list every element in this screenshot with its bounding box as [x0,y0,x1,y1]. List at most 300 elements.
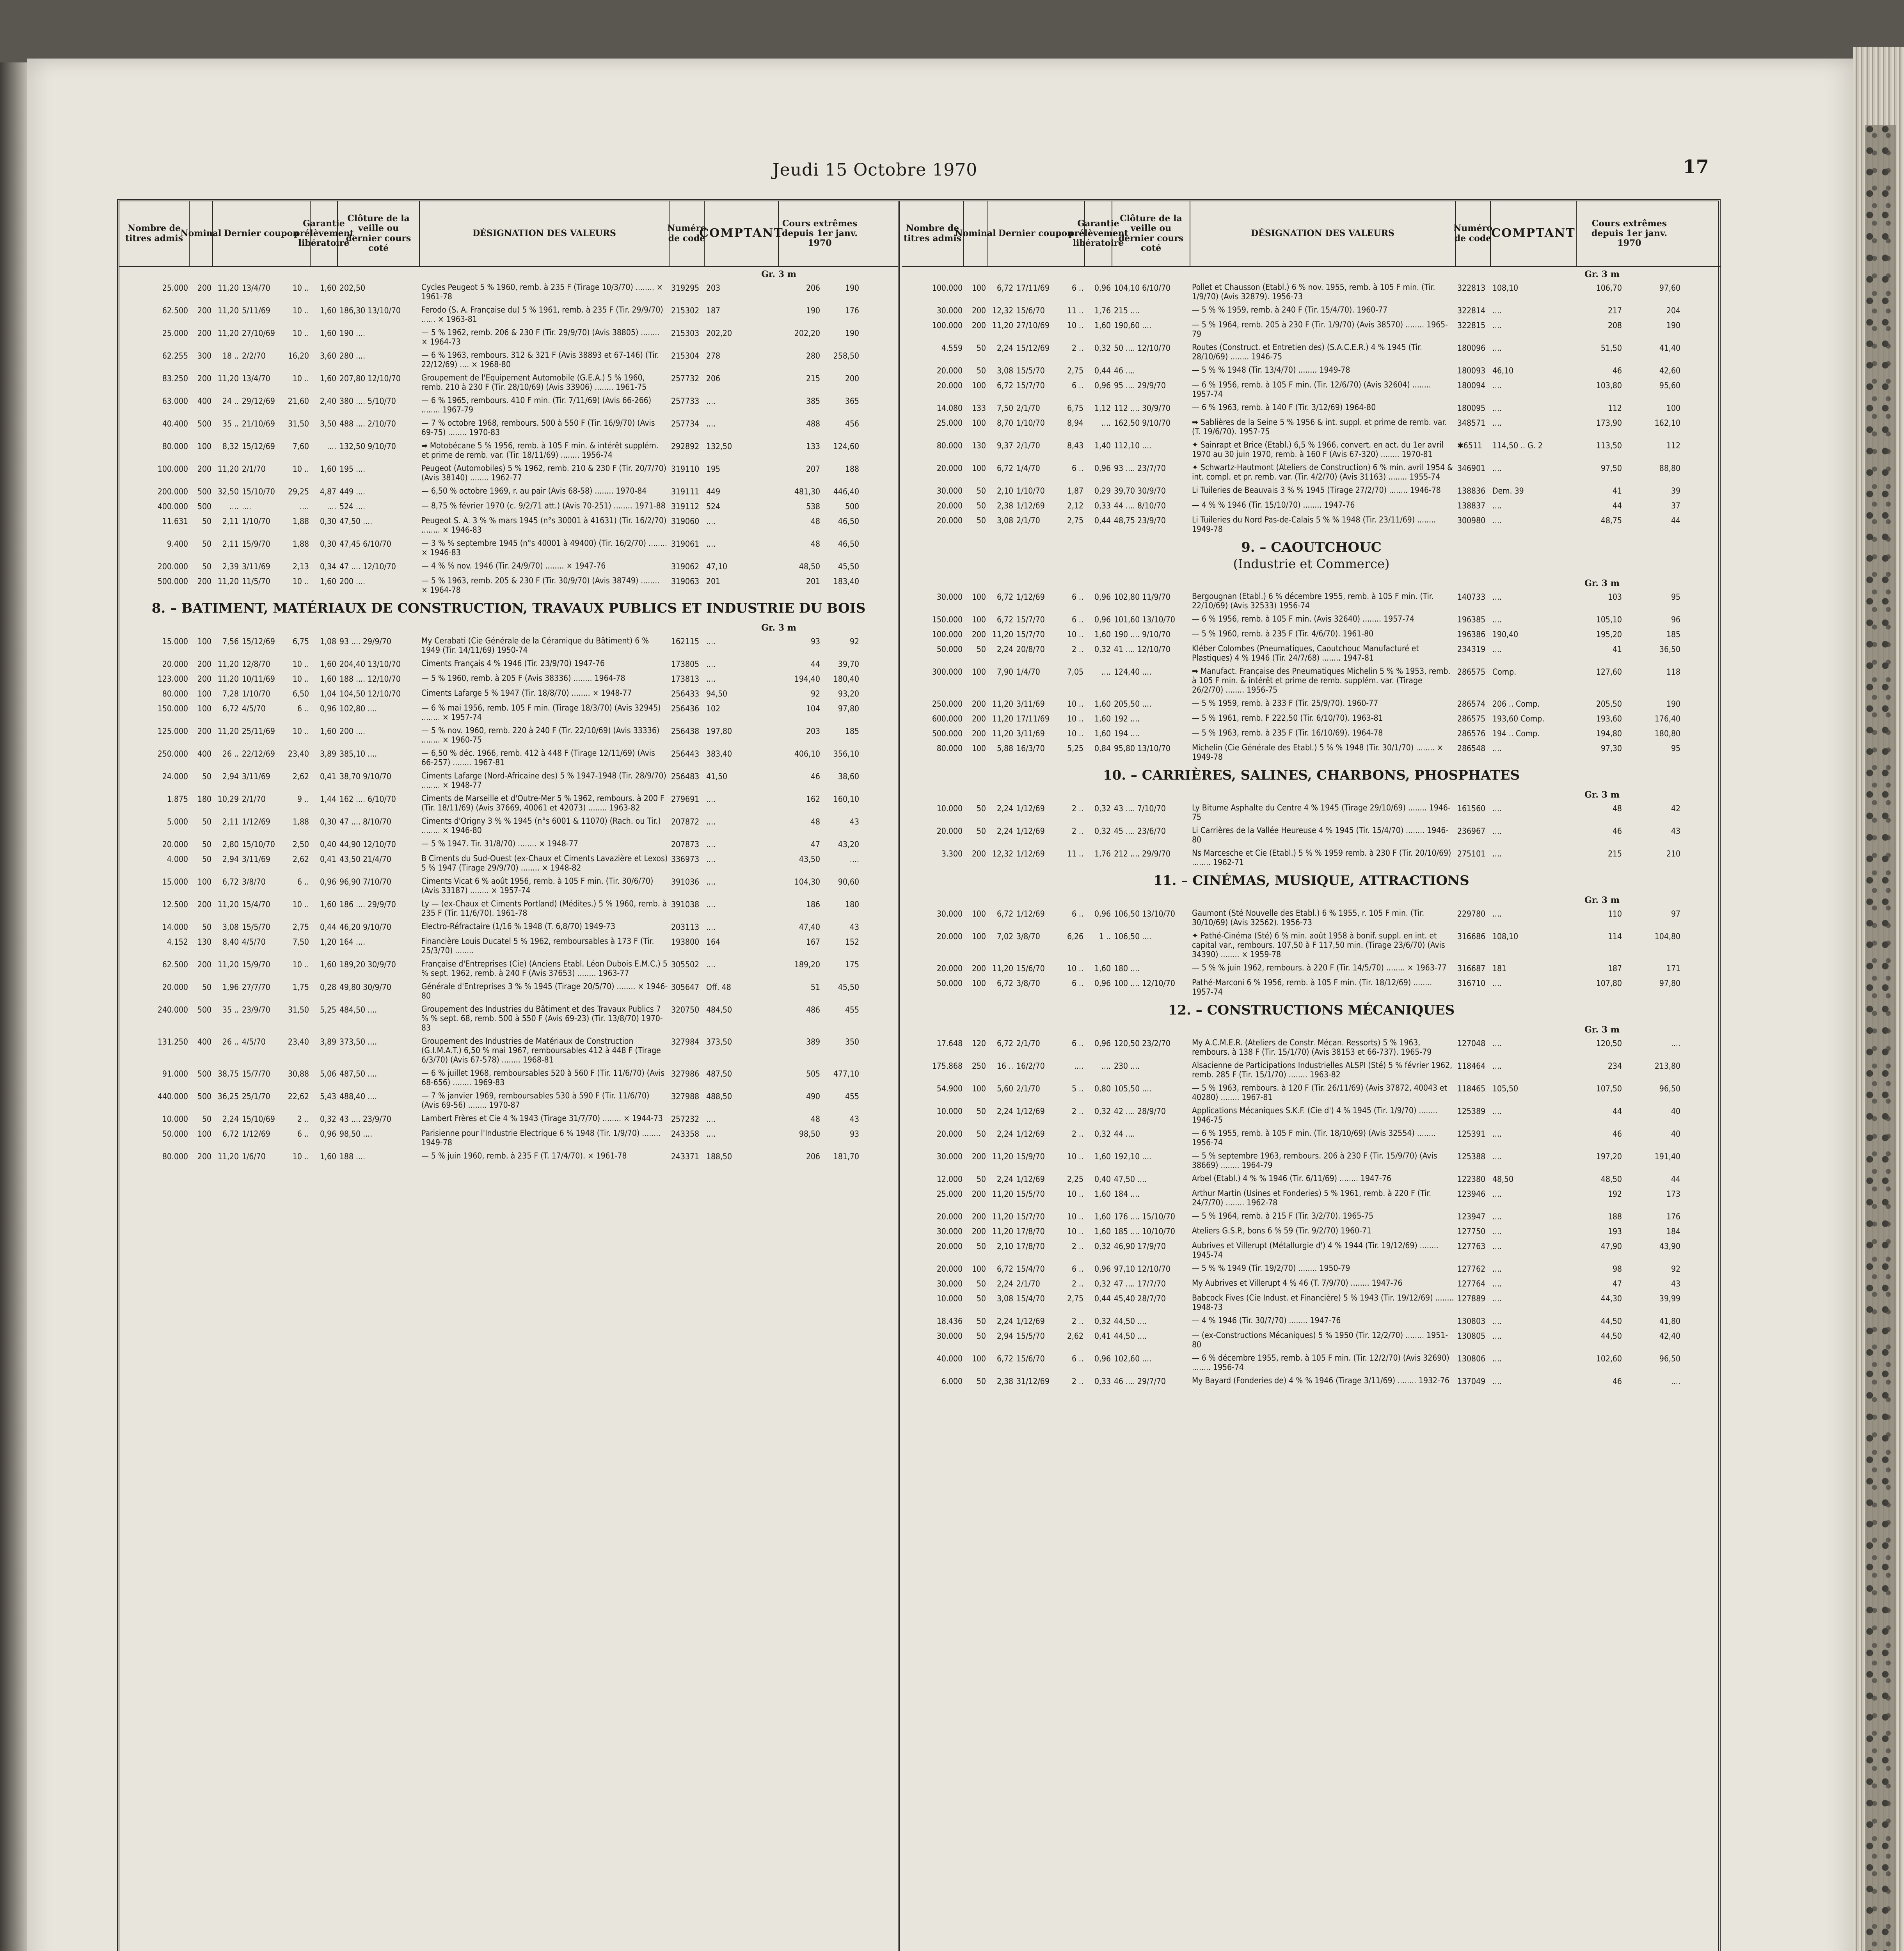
cell-nombre: 440.000 [157,1092,188,1101]
cell-nominal: 500 [197,502,211,511]
cell-date: 15/7/70 [1016,615,1045,624]
cell-plus-bas: 39 [1671,486,1680,496]
cell-nombre: 50.000 [936,979,963,988]
cell-code: 322813 [1457,283,1486,293]
cell-date: 10/11/69 [242,674,275,684]
cell-designation: Peugeot (Automobiles) 5 % 1962, remb. 210 & 230 F (Tir. 20/7/70) (Avis 38140) ........ 1962-77 [421,464,666,482]
cell-code: 305502 [671,960,700,969]
cell-designation: ✦ Pathé-Cinéma (Sté) 6 % min. août 1958 à bonif. suppl. en int. et capital var., rembours. 107,50 à F 117,50 min. (Tirage 23/6/70) (Avis 34390) ........ × 1959-78 [1192,931,1445,959]
cell-nombre: 15.000 [162,637,188,646]
cell-comptant: 47,10 [706,562,728,571]
table-row [119,396,898,414]
cell-code: 123946 [1457,1189,1486,1199]
cell-garantie: 1,12 [1094,403,1111,413]
cell-encaissement: 2,62 [292,855,309,864]
cell-plus-bas: 88,80 [1659,464,1680,473]
table-row [902,403,1721,414]
cell-montant: 11,20 [217,727,239,736]
cell-nombre: 30.000 [936,909,963,919]
page-number: 17 [1683,156,1709,178]
left-page-edge [0,62,27,1951]
cell-comptant: .... [706,922,716,932]
cell-date: 15/12/69 [1016,343,1050,353]
cell-cloture: 164 .... [339,937,366,947]
cell-encaissement: 2 .. [1071,645,1083,654]
cell-encaissement: 10 .. [292,374,309,383]
cell-comptant: 202,20 [706,329,732,338]
table-row [119,418,898,437]
cell-montant: 6,72 [996,592,1013,602]
cell-date: 1/12/69 [1016,849,1045,858]
table-row [902,1263,1721,1274]
table-row [119,538,898,557]
cell-plus-bas: 188 [845,464,859,474]
cell-date: 17/8/70 [1016,1227,1045,1236]
cell-code: 286575 [1457,714,1486,723]
cell-plus-haut: 207 [806,464,820,474]
cell-code: 122380 [1457,1175,1486,1184]
cell-montant: 2,24 [996,645,1013,654]
cell-garantie: 5,43 [320,1092,336,1101]
cell-montant: 11,20 [217,900,239,909]
cell-comptant: 383,40 [706,749,732,759]
table-row [902,320,1721,339]
cell-code: 193800 [671,937,700,947]
cell-code: 207873 [671,840,700,849]
cell-montant: 3,08 [996,366,1013,375]
cell-encaissement: 5 .. [1071,1084,1083,1093]
cell-cloture: 190 .... 9/10/70 [1114,630,1170,639]
cell-garantie: 4,87 [320,487,336,496]
group-label: Gr. 3 m [1584,578,1620,588]
cell-garantie: 0,96 [1094,909,1111,919]
col-coupon: Dernier coupon [213,201,311,266]
cell-garantie: 1,04 [320,689,336,698]
cell-nombre: 25.000 [936,1189,963,1199]
cell-cloture: 42 .... 28/9/70 [1114,1107,1166,1116]
cell-montant: 12,32 [992,849,1013,858]
cell-plus-bas: 97,60 [1659,283,1680,293]
cell-code: 286576 [1457,729,1486,738]
table-row [119,576,898,595]
cell-plus-bas: 43,90 [1659,1242,1680,1251]
cell-garantie: 0,32 [1094,645,1111,654]
cell-nombre: 20.000 [936,964,963,973]
section-12-title: 12. – CONSTRUCTIONS MÉCANIQUES [1168,1002,1455,1018]
cell-plus-bas: 213,80 [1654,1061,1680,1071]
cell-plus-bas: 350 [845,1037,859,1047]
cell-code: 234319 [1457,645,1486,654]
cell-garantie: 0,96 [1094,979,1111,988]
right-rows-a [902,283,1721,534]
table-row [902,978,1721,997]
table-row [119,982,898,1000]
cell-code: 346901 [1457,464,1486,473]
cell-comptant: 188,50 [706,1152,732,1161]
cell-encaissement: 7,50 [292,937,309,947]
cell-plus-haut: 120,50 [1596,1039,1622,1048]
cell-cloture: 449 .... [339,487,366,496]
cell-plus-haut: 48 [810,517,820,526]
cell-code: 256483 [671,772,700,781]
cell-nominal: 100 [197,1129,211,1139]
cell-montant: 7,90 [996,667,1013,677]
cell-encaissement: 1,87 [1067,486,1083,496]
cell-designation: — 5 % % 1949 (Tir. 19/2/70) ........ 1950-79 [1192,1263,1350,1273]
cell-nominal: 100 [972,418,986,428]
cell-montant: 35 .. [222,419,239,428]
cell-montant: 38,75 [217,1069,239,1079]
cell-date: 15/10/69 [242,1114,275,1124]
cell-designation: — 5 % 1963, remb. 205 & 230 F (Tir. 30/9/70) (Avis 38749) ........ × 1964-78 [421,576,660,595]
cell-plus-haut: 112 [1607,403,1622,413]
cell-comptant: .... [706,637,716,646]
cell-plus-haut: 48,75 [1600,516,1622,525]
cell-encaissement: 22,62 [288,1092,309,1101]
cell-plus-haut: 486 [806,1005,820,1015]
cell-nominal: 50 [202,517,211,526]
cell-code: 279691 [671,794,700,804]
table-row [902,698,1721,709]
cell-code: 137049 [1457,1377,1486,1386]
cell-plus-bas: 96,50 [1659,1084,1680,1093]
cell-nombre: 9.400 [167,539,188,549]
group-label: Gr. 3 m [1584,1025,1620,1035]
cell-nombre: 400.000 [157,502,188,511]
table-row [902,1151,1721,1170]
cell-designation: Li Tuileries de Beauvais 3 % % 1945 (Tirage 27/2/70) ........ 1946-78 [1192,485,1441,495]
cell-garantie: 1,60 [1094,699,1111,709]
cell-nominal: 100 [197,704,211,713]
cell-comptant: .... [706,674,716,684]
cell-date: 5/11/69 [242,306,270,315]
section-8-title: 8. – BATIMENT, MATÉRIAUX DE CONSTRUCTION, TRAVAUX PUBLICS ET INDUSTRIE DU BOIS [151,601,866,616]
group-label: Gr. 3 m [1584,269,1620,279]
cell-plus-haut: 47 [810,840,820,849]
cell-cloture: 44 .... 8/10/70 [1114,501,1166,510]
cell-designation: Electro-Réfractaire (1/16 % 1948 (T. 6,8/70) 1949-73 [421,922,615,931]
cell-nombre: 20.000 [162,983,188,992]
cell-nominal: 200 [197,960,211,969]
cell-encaissement: 6 .. [1071,615,1083,624]
cell-comptant: .... [1492,321,1502,330]
cell-designation: — 6,50 % déc. 1966, remb. 412 à 448 F (Tirage 12/11/69) (Avis 66-257) ........ 1967-81 [421,748,655,767]
cell-nominal: 50 [976,804,986,813]
cell-cloture: 190 .... [339,329,366,338]
cell-encaissement: 11 .. [1067,849,1083,858]
table-row [902,1038,1721,1057]
cell-plus-haut: 205,50 [1596,699,1622,709]
cell-code: 256443 [671,749,700,759]
cell-garantie: 0,32 [320,1114,336,1124]
cell-cloture: 487,50 .... [339,1069,377,1079]
table-row [119,486,898,497]
cell-plus-bas: 43 [849,817,859,826]
table-row [119,328,898,346]
cell-garantie: 0,33 [1094,1377,1111,1386]
cell-plus-bas: 356,10 [833,749,859,759]
cell-designation: — 5 % nov. 1960, remb. 220 à 240 F (Tir. 22/10/69) (Avis 33336) ........ × 1960-75 [421,726,660,745]
cell-code: 257232 [671,1114,700,1124]
cell-date: 17/11/69 [1016,283,1050,293]
table-row [119,561,898,572]
cell-designation: — 8,75 % février 1970 (c. 9/2/71 att.) (Avis 70-251) ........ 1971-88 [421,501,666,510]
cell-code: 327988 [671,1092,700,1101]
cell-code: 180095 [1457,403,1486,413]
cell-nominal: 50 [976,1331,986,1341]
table-row [902,1278,1721,1289]
cell-designation: Pathé-Marconi 6 % 1956, remb. à 105 F min. (Tir. 18/12/69) ........ 1957-74 [1192,978,1432,997]
quotations-table [117,199,1721,1951]
cell-plus-bas: 176 [1666,1212,1680,1221]
cell-code: 127762 [1457,1264,1486,1274]
cell-encaissement: 6 .. [1071,1354,1083,1363]
cell-nombre: 80.000 [162,689,188,698]
cell-garantie: 3,89 [320,749,336,759]
left-column-block [119,201,900,1951]
table-row [902,908,1721,927]
cell-plus-haut: 104,30 [794,877,820,887]
cell-designation: Ciments Lafarge 5 % 1947 (Tir. 18/8/70) ........ × 1948-77 [421,688,632,698]
cell-code: 391036 [671,877,700,887]
cell-nombre: 20.000 [936,501,963,510]
cell-garantie: 1,60 [320,306,336,315]
cell-nominal: 50 [976,1129,986,1139]
col-comptant: COMPTANT [1491,201,1577,266]
right-rows-c [902,803,1721,867]
cell-plus-bas: 37 [1671,501,1680,510]
cell-encaissement: 1,88 [292,539,309,549]
cell-nombre: 10.000 [936,804,963,813]
cell-plus-bas: 183,40 [833,577,859,586]
cell-nombre: 150.000 [157,704,188,713]
cell-cloture: 102,60 .... [1114,1354,1152,1363]
cell-plus-haut: 41 [1612,645,1622,654]
cell-nombre: 200.000 [157,562,188,571]
cell-plus-bas: 191,40 [1654,1152,1680,1161]
cell-plus-haut: 46 [1612,366,1622,375]
cell-encaissement: 7,05 [1067,667,1083,677]
cell-code: 180096 [1457,343,1486,353]
cell-nombre: 30.000 [936,1331,963,1341]
cell-nombre: 200.000 [157,487,188,496]
cell-garantie: 0,41 [320,772,336,781]
cell-montant: 11,20 [992,699,1013,709]
cell-nombre: 131.250 [157,1037,188,1047]
cell-garantie: 1,60 [1094,321,1111,330]
cell-comptant: 201 [706,577,721,586]
cell-montant: 36,25 [217,1092,239,1101]
cell-montant: 11,20 [992,630,1013,639]
table-row [902,743,1721,762]
cell-nominal: 100 [972,1084,986,1093]
cell-date: 2/1/70 [1016,441,1040,450]
cell-garantie: 1,60 [320,727,336,736]
cell-nombre: 11.631 [162,517,188,526]
cell-plus-haut: 44 [1612,1107,1622,1116]
cell-date: 2/1/70 [242,464,266,474]
cell-designation: Peugeot S. A. 3 % % mars 1945 (n°s 30001 à 41631) (Tir. 16/2/70) ........ × 1946-83 [421,516,667,535]
cell-encaissement: 2 .. [1071,1377,1083,1386]
cell-plus-bas: 190 [1666,321,1680,330]
cell-plus-bas: 46,50 [838,517,859,526]
section-11-title: 11. – CINÉMAS, MUSIQUE, ATTRACTIONS [1153,873,1469,888]
cell-plus-haut: 92 [810,689,820,698]
cell-garantie: 1,60 [320,960,336,969]
cell-designation: ➡ Manufact. Française des Pneumatiques Michelin 5 % % 1953, remb. à 105 F min. & intérêt et prime de remb. supplém. var. (Tirage 26/2/70) ........ 1956-75 [1192,666,1451,695]
cell-nombre: 1.875 [167,794,188,804]
cell-comptant: 46,10 [1492,366,1514,375]
cell-designation: Financière Louis Ducatel 5 % 1962, remboursables à 173 F (Tir. 25/3/70) ........ [421,936,654,955]
cell-plus-bas: 118 [1666,667,1680,677]
cell-encaissement: 2,25 [1067,1175,1083,1184]
cell-garantie: 1,60 [1094,1227,1111,1236]
cell-code: 320750 [671,1005,700,1015]
cell-encaissement: 6 .. [1071,592,1083,602]
cell-date: 1/4/70 [1016,667,1040,677]
cell-plus-bas: 39,99 [1659,1294,1680,1303]
group-label: Gr. 3 m [1584,895,1620,905]
cell-nominal: 200 [972,1152,986,1161]
cell-montant: 2,24 [996,1317,1013,1326]
cell-garantie: 1,60 [320,1152,336,1161]
cell-date: 2/1/70 [1016,1084,1040,1093]
group-label: Gr. 3 m [1584,790,1620,800]
cell-encaissement: 2 .. [1071,1242,1083,1251]
cell-comptant: .... [706,960,716,969]
cell-designation: My Cerabati (Cie Générale de la Céramique du Bâtiment) 6 % 1949 (Tir. 14/11/69) 1950-74 [421,636,649,655]
group-label: Gr. 3 m [761,623,796,633]
cell-montant: 6,72 [996,909,1013,919]
cell-nombre: 123.000 [157,674,188,684]
cell-garantie: 0,84 [1094,744,1111,753]
cell-encaissement: 6,75 [1067,403,1083,413]
cell-montant: 5,60 [996,1084,1013,1093]
cell-nombre: 20.000 [936,464,963,473]
cell-plus-bas: 95 [1671,744,1680,753]
cell-cloture: 38,70 9/10/70 [339,772,391,781]
col-code: Numéro de code [1456,201,1491,266]
cell-encaissement: 6 .. [1071,909,1083,919]
cell-nombre: 5.000 [167,817,188,826]
table-row [902,1106,1721,1125]
table-row [902,826,1721,844]
cell-montant: 2,94 [222,772,239,781]
cell-comptant: Dem. 39 [1492,486,1524,496]
cell-designation: Ns Marcesche et Cie (Etabl.) 5 % % 1959 remb. à 230 F (Tir. 20/10/69) ........ 1962-71 [1192,848,1451,867]
cell-nominal: 200 [972,1189,986,1199]
section-10-title: 10. – CARRIÈRES, SALINES, CHARBONS, PHOSPHATES [1103,768,1520,783]
cell-plus-bas: 36,50 [1659,645,1680,654]
cell-date: 21/10/69 [242,419,275,428]
cell-cloture: 488 .... 2/10/70 [339,419,396,428]
cell-nominal: 100 [972,283,986,293]
cell-date: 1/12/69 [242,1129,270,1139]
cell-montant: 2,11 [222,539,239,549]
cell-garantie: 1 .. [1099,932,1111,941]
cell-garantie: 0,33 [1094,501,1111,510]
col-comptant: COMPTANT [705,201,779,266]
cell-nominal: 200 [197,464,211,474]
cell-designation: — 4 % 1946 (Tir. 30/7/70) ........ 1947-76 [1192,1316,1341,1325]
cell-montant: 3,08 [222,922,239,932]
cell-cloture: 524 .... [339,502,366,511]
cell-encaissement: 10 .. [292,659,309,669]
cell-plus-haut: 103 [1607,592,1622,602]
cell-cloture: 194 .... [1114,729,1140,738]
cell-plus-haut: 44,50 [1600,1317,1622,1326]
table-row [119,959,898,978]
cell-cloture: 46,90 17/9/70 [1114,1242,1166,1251]
cell-cloture: 180 .... [1114,964,1140,973]
cell-designation: Ciments Lafarge (Nord-Africaine des) 5 % 1947-1948 (Tir. 28/9/70) ........ × 1948-77 [421,771,666,790]
cell-designation: Kléber Colombes (Pneumatiques, Caoutchouc Manufacturé et Plastiques) 4 % 1946 (Tir. 24/7/68) ........ 1947-81 [1192,644,1419,663]
cell-plus-bas: .... [1671,1377,1680,1386]
cell-plus-haut: 113,50 [1596,441,1622,450]
cell-encaissement: 10 .. [292,464,309,474]
cell-code: 173813 [671,674,700,684]
cell-plus-bas: 41,40 [1659,343,1680,353]
cell-code: 256433 [671,689,700,698]
cell-plus-haut: 206 [806,283,820,293]
cell-garantie: 0,96 [1094,1264,1111,1274]
cell-comptant: 484,50 [706,1005,732,1015]
cell-nombre: 50.000 [936,645,963,654]
cell-plus-bas: 40 [1671,1129,1680,1139]
cell-comptant: .... [706,877,716,887]
cell-plus-haut: 46 [1612,1129,1622,1139]
cell-montant: 6,72 [996,1039,1013,1048]
cell-plus-haut: 234 [1607,1061,1622,1071]
cell-nominal: 200 [972,630,986,639]
cell-montant: 2,11 [222,517,239,526]
cell-date: 2/1/70 [1016,1039,1040,1048]
cell-designation: — 5 % % juin 1962, rembours. à 220 F (Tir. 14/5/70) ........ × 1963-77 [1192,963,1447,972]
cell-montant: 6,72 [222,704,239,713]
cell-code: 118464 [1457,1061,1486,1071]
cell-montant: 6,72 [222,877,239,887]
cell-designation: — 5 % % 1959, remb. à 240 F (Tir. 15/4/70). 1960-77 [1192,305,1388,315]
cell-designation: My Aubrives et Villerupt 4 % 46 (T. 7/9/70) ........ 1947-76 [1192,1278,1403,1288]
cell-nombre: 12.000 [936,1175,963,1184]
cell-code: 243358 [671,1129,700,1139]
cell-encaissement: 5,25 [1067,744,1083,753]
cell-encaissement: 2,12 [1067,501,1083,510]
cell-code: 125391 [1457,1129,1486,1139]
cell-plus-haut: 186 [806,900,820,909]
cell-date: 1/10/70 [1016,418,1045,428]
cell-code: 118465 [1457,1084,1486,1093]
cell-cloture: 484,50 .... [339,1005,377,1015]
cell-designation: My Bayard (Fonderies de) 4 % % 1946 (Tirage 3/11/69) ........ 1932-76 [1192,1376,1449,1385]
cell-nominal: 50 [976,343,986,353]
cell-encaissement: 10 .. [292,727,309,736]
cell-nominal: 200 [197,1152,211,1161]
cell-nombre: 15.000 [162,877,188,887]
cell-code: 138836 [1457,486,1486,496]
cell-nominal: 100 [972,744,986,753]
cell-cloture: 112,10 .... [1114,441,1152,450]
table-row [902,515,1721,534]
table-row [119,1114,898,1125]
col-designation: DÉSIGNATION DES VALEURS [420,201,670,266]
cell-date: 20/8/70 [1016,645,1045,654]
cell-garantie: 0,32 [1094,1129,1111,1139]
cell-nombre: 50.000 [162,1129,188,1139]
cell-date: 15/6/70 [1016,964,1045,973]
cell-montant: 24 .. [222,396,239,406]
cell-nominal: 50 [976,826,986,836]
